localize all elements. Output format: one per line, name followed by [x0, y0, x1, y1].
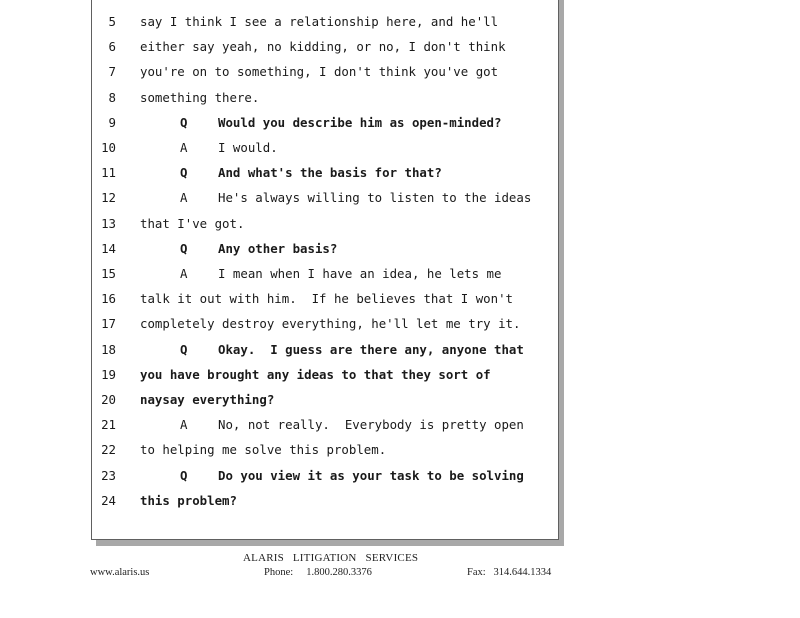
line-number: 10	[101, 140, 116, 155]
transcript-line	[92, 138, 558, 158]
speaker-label: Q	[180, 165, 188, 181]
line-number: 6	[108, 39, 116, 55]
line-number: 13	[101, 215, 116, 231]
line-text: Okay. I guess are there any, anyone that	[218, 341, 524, 357]
speaker-label: Q	[180, 467, 188, 483]
line-text: something there.	[140, 89, 260, 105]
line-text: Any other basis?	[218, 240, 338, 256]
transcript-line	[92, 239, 558, 259]
line-number: 12	[101, 190, 116, 206]
line-text: completely destroy everything, he'll let me try it.	[140, 316, 521, 332]
transcript-line	[92, 62, 558, 82]
transcript-line	[92, 88, 558, 108]
line-number: 11	[101, 165, 116, 181]
footer-fax	[467, 567, 551, 578]
line-text: I mean when I have an idea, he lets me	[218, 266, 502, 281]
line-number: 21	[101, 417, 116, 433]
line-number: 9	[108, 114, 116, 130]
line-text: Would you describe him as open-minded?	[218, 114, 502, 130]
line-text: that I've got.	[140, 215, 245, 231]
speaker-label: Q	[180, 341, 188, 357]
transcript-line	[92, 365, 558, 385]
transcript-line	[92, 390, 558, 410]
transcript-line	[92, 466, 558, 486]
speaker-label: A	[180, 417, 188, 433]
footer-phone	[264, 567, 372, 578]
line-text: He's always willing to listen to the ideas	[218, 190, 532, 206]
line-text: And what's the basis for that?	[218, 165, 442, 181]
transcript-line	[92, 113, 558, 133]
transcript-line	[92, 214, 558, 234]
footer-phone-number: 1.800.280.3376	[306, 567, 372, 578]
line-number: 16	[101, 291, 116, 307]
line-number: 15	[101, 266, 116, 281]
line-number: 8	[108, 89, 116, 105]
line-text: you have brought any ideas to that they sort of	[140, 366, 491, 382]
transcript-line	[92, 415, 558, 435]
line-number: 20	[101, 392, 116, 407]
footer-phone-label: Phone:	[264, 567, 294, 578]
transcript-line	[92, 289, 558, 309]
line-text: say I think I see a relationship here, and he'll	[140, 14, 499, 29]
line-text: this problem?	[140, 492, 237, 508]
footer-fax-label: Fax:	[467, 567, 486, 578]
line-number: 14	[101, 240, 116, 256]
line-text: I would.	[218, 140, 278, 155]
footer-fax-number: 314.644.1334	[493, 567, 552, 578]
transcript-line	[92, 340, 558, 360]
transcript-line	[92, 491, 558, 511]
line-number: 24	[101, 492, 116, 508]
line-number: 23	[101, 467, 116, 483]
line-number: 7	[108, 64, 116, 80]
transcript-line	[92, 37, 558, 57]
transcript-line	[92, 188, 558, 208]
line-number: 5	[108, 14, 116, 29]
line-text: you're on to something, I don't think you've got	[140, 64, 499, 80]
transcript-line	[92, 314, 558, 334]
line-number: 22	[101, 442, 116, 458]
line-text: to helping me solve this problem.	[140, 442, 387, 458]
transcript-page	[91, 0, 559, 540]
speaker-label: Q	[180, 240, 188, 256]
line-number: 17	[101, 316, 116, 332]
speaker-label: A	[180, 190, 188, 206]
transcript-line	[92, 264, 558, 284]
line-number: 18	[101, 341, 116, 357]
transcript-line	[92, 12, 558, 32]
line-text: naysay everything?	[140, 392, 275, 407]
line-text: No, not really. Everybody is pretty open	[218, 417, 524, 433]
line-text: talk it out with him. If he believes that I won't	[140, 291, 513, 307]
speaker-label: A	[180, 140, 188, 155]
speaker-label: A	[180, 266, 188, 281]
line-text: Do you view it as your task to be solving	[218, 467, 524, 483]
footer-website: www.alaris.us	[90, 567, 150, 578]
transcript-line	[92, 440, 558, 460]
speaker-label: Q	[180, 114, 188, 130]
line-text: either say yeah, no kidding, or no, I don't think	[140, 39, 506, 55]
line-number: 19	[101, 366, 116, 382]
transcript-line	[92, 163, 558, 183]
footer-company: ALARIS LITIGATION SERVICES	[243, 552, 419, 564]
